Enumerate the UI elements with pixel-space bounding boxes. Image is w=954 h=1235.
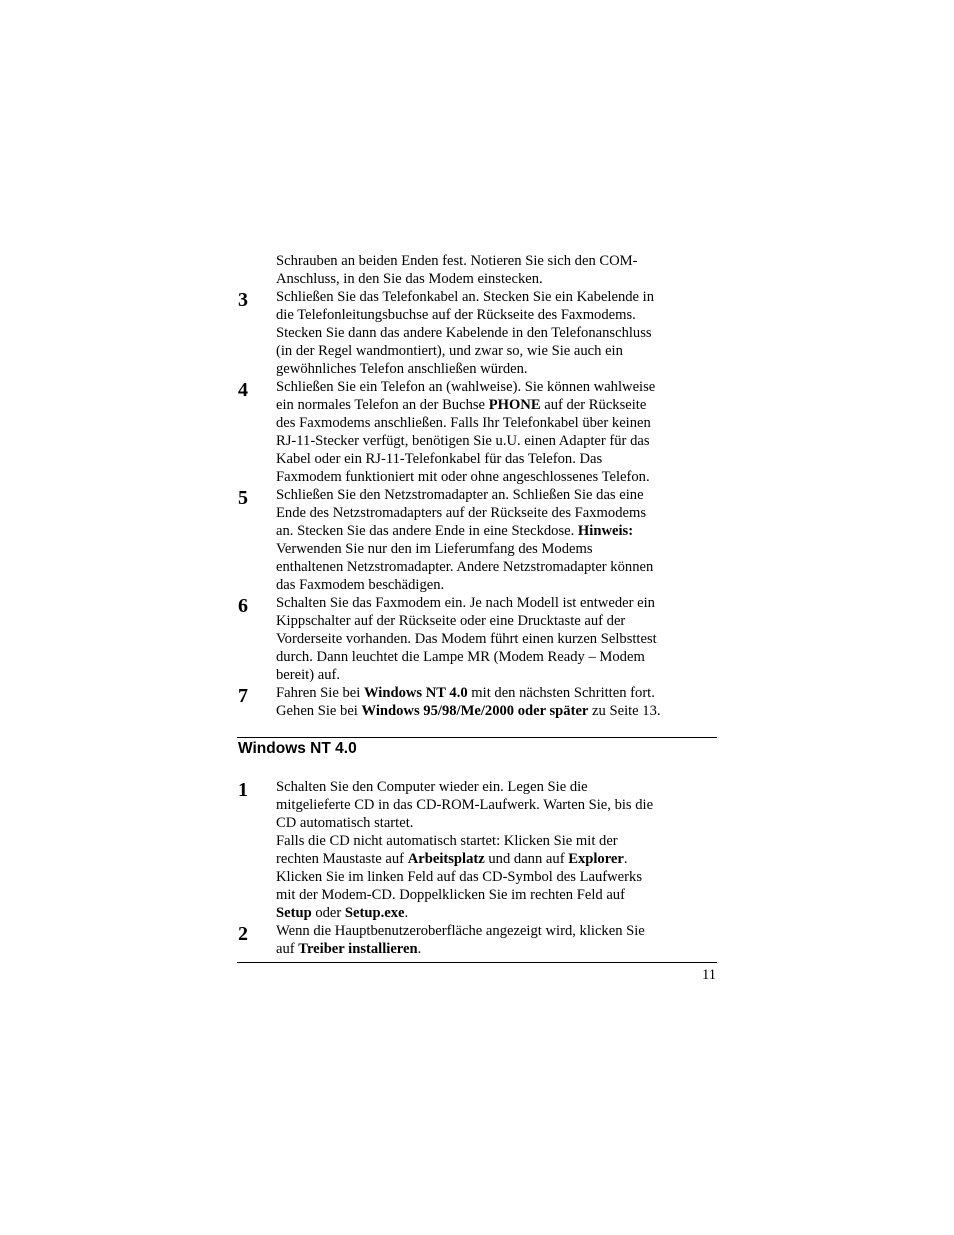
text-line — [276, 850, 706, 868]
step-number: 4 — [238, 379, 248, 401]
text-span: Kabel oder ein RJ-11-Telefonkabel für das Telefon. Das — [276, 451, 603, 467]
text-span: ein normales Telefon an der Buchse — [276, 397, 489, 413]
text-line — [276, 414, 706, 432]
text-line — [276, 306, 706, 324]
bold-term: Treiber installieren — [298, 941, 418, 957]
text-line — [276, 922, 706, 940]
text-span: CD automatisch startet. — [276, 815, 414, 831]
text-span: zu Seite 13. — [588, 703, 661, 719]
text-span: Vorderseite vorhanden. Das Modem führt einen kurzen Selbsttest — [276, 631, 657, 647]
text-span: Fahren Sie bei — [276, 685, 364, 701]
text-span: durch. Dann leuchtet die Lampe MR (Modem Ready – Modem — [276, 649, 645, 665]
text-span: Anschluss, in den Sie das Modem einstecken. — [276, 271, 543, 287]
text-line — [276, 486, 706, 504]
text-span: Schließen Sie das Telefonkabel an. Stecken Sie ein Kabelende in — [276, 289, 655, 305]
text-line — [276, 612, 706, 630]
step-number: 7 — [238, 685, 248, 707]
bold-term: Setup.exe — [344, 905, 405, 921]
text-span: Schließen Sie ein Telefon an (wahlweise). Sie können wahlweise — [276, 379, 656, 395]
text-span: Stecken Sie dann das andere Kabelende in den Telefonanschluss — [276, 325, 652, 341]
text-line — [276, 396, 706, 414]
step-number: 2 — [238, 923, 248, 945]
text-line — [276, 666, 706, 684]
bold-term: Setup — [276, 905, 312, 921]
text-line — [276, 832, 706, 850]
bold-term: Explorer — [568, 851, 624, 867]
text-line — [276, 796, 706, 814]
text-line — [276, 558, 706, 576]
text-line — [276, 594, 706, 612]
text-span: mitgelieferte CD in das CD-ROM-Laufwerk. Warten Sie, bis die — [276, 797, 654, 813]
text-line — [276, 252, 706, 270]
text-span: Schrauben an beiden Enden fest. Notieren Sie sich den COM- — [276, 253, 638, 269]
text-span: . — [623, 851, 628, 867]
text-span: oder — [311, 905, 345, 921]
text-span: bereit) auf. — [276, 667, 341, 683]
footer-rule — [237, 962, 717, 963]
text-span: . — [404, 905, 409, 921]
text-span: RJ-11-Stecker verfügt, benötigen Sie u.U. einen Adapter für das — [276, 433, 650, 449]
text-line — [276, 450, 706, 468]
text-span: mit der Modem-CD. Doppelklicken Sie im rechten Feld auf — [276, 887, 625, 903]
text-span: Wenn die Hauptbenutzeroberfläche angezeigt wird, klicken Sie — [276, 923, 645, 939]
text-span: das Faxmodem beschädigen. — [276, 577, 445, 593]
text-span: Schließen Sie den Netzstromadapter an. Schließen Sie das eine — [276, 487, 644, 503]
text-span: Ende des Netzstromadapters auf der Rückseite des Faxmodems — [276, 505, 647, 521]
text-line — [276, 342, 706, 360]
text-span: Klicken Sie im linken Feld auf das CD-Symbol des Laufwerks — [276, 869, 642, 885]
bold-term: Hinweis: — [577, 523, 634, 539]
text-line — [276, 868, 706, 886]
step-number: 6 — [238, 595, 248, 617]
text-line — [276, 630, 706, 648]
text-span: Schalten Sie den Computer wieder ein. Legen Sie die — [276, 779, 588, 795]
section-rule-top — [237, 737, 717, 738]
text-line — [276, 360, 706, 378]
text-span: . — [417, 941, 422, 957]
text-line — [276, 886, 706, 904]
text-line — [276, 904, 706, 922]
text-line — [276, 288, 706, 306]
text-span: Verwenden Sie nur den im Lieferumfang des Modems — [276, 541, 593, 557]
text-line — [276, 378, 706, 396]
text-line — [276, 324, 706, 342]
text-line — [276, 576, 706, 594]
text-line — [276, 814, 706, 832]
text-line — [276, 702, 706, 720]
step-number: 5 — [238, 487, 248, 509]
text-span: die Telefonleitungsbuchse auf der Rückseite des Faxmodems. — [276, 307, 636, 323]
bold-term: Windows NT 4.0 — [363, 685, 468, 701]
text-line — [276, 684, 706, 702]
text-span: an. Stecken Sie das andere Ende in eine Steckdose. — [276, 523, 578, 539]
text-span: Falls die CD nicht automatisch startet: Klicken Sie mit der — [276, 833, 618, 849]
text-span: Gehen Sie bei — [276, 703, 362, 719]
text-line — [276, 940, 706, 958]
bold-term: Arbeitsplatz — [407, 851, 485, 867]
text-line — [276, 522, 706, 540]
text-span: gewöhnliches Telefon anschließen würden. — [276, 361, 528, 377]
text-span: Schalten Sie das Faxmodem ein. Je nach Modell ist entweder ein — [276, 595, 655, 611]
text-span: (in der Regel wandmontiert), und zwar so, wie Sie auch ein — [276, 343, 623, 359]
text-span: mit den nächsten Schritten fort. — [467, 685, 655, 701]
text-line — [276, 270, 706, 288]
text-span: und dann auf — [484, 851, 569, 867]
step-number: 3 — [238, 289, 248, 311]
text-span: rechten Maustaste auf — [276, 851, 408, 867]
bold-term: PHONE — [488, 397, 541, 413]
text-line — [276, 540, 706, 558]
text-span: Kippschalter auf der Rückseite oder eine Drucktaste auf der — [276, 613, 626, 629]
page-number: 11 — [701, 967, 716, 983]
text-span: Faxmodem funktioniert mit oder ohne angeschlossenes Telefon. — [276, 469, 650, 485]
text-span: auf — [276, 941, 299, 957]
text-line — [276, 778, 706, 796]
text-span: auf der Rückseite — [540, 397, 647, 413]
section-heading: Windows NT 4.0 — [238, 740, 357, 757]
text-span: des Faxmodems anschließen. Falls Ihr Telefonkabel über keinen — [276, 415, 651, 431]
text-span: enthaltenen Netzstromadapter. Andere Netzstromadapter können — [276, 559, 654, 575]
text-line — [276, 504, 706, 522]
step-number: 1 — [238, 779, 248, 801]
text-line — [276, 432, 706, 450]
text-line — [276, 468, 706, 486]
text-line — [276, 648, 706, 666]
bold-term: Windows 95/98/Me/2000 oder später — [361, 703, 589, 719]
